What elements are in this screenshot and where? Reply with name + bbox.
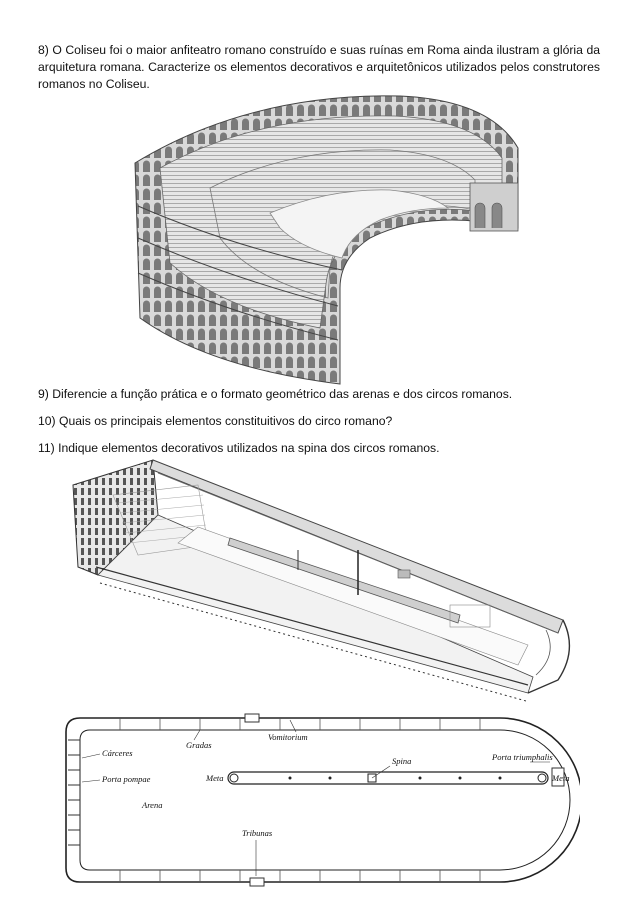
label-vomitorium: Vomitorium xyxy=(268,732,308,742)
label-carceres: Cárceres xyxy=(102,748,133,758)
label-porta-triumphalis: Porta triumphalis xyxy=(492,752,553,762)
label-meta-left: Meta xyxy=(206,773,224,783)
circus-perspective-illustration xyxy=(58,455,578,705)
label-tribunas: Tribunas xyxy=(242,828,273,838)
question-11: 11) Indique elementos decorativos utilizados na spina dos circos romanos. xyxy=(38,441,440,455)
question-8: 8) O Coliseu foi o maior anfiteatro romano construído e suas ruínas em Roma ainda ilustram a glória da arquitetura romana. Caracterize os elementos decorativos e arquitetônicos utilizados pelos construtores romanos no Coliseu. xyxy=(38,43,600,91)
label-porta-pompae: Porta pompae xyxy=(102,774,151,784)
label-arena: Arena xyxy=(142,800,163,810)
label-spina: Spina xyxy=(392,756,412,766)
label-gradas: Gradas xyxy=(186,740,212,750)
question-9: 9) Diferencie a função prática e o formato geométrico das arenas e dos circos romanos. xyxy=(38,387,513,401)
question-10: 10) Quais os principais elementos constituitivos do circo romano? xyxy=(38,414,393,428)
colosseum-illustration xyxy=(130,88,522,386)
label-meta-right: Meta xyxy=(552,773,570,783)
circus-plan-diagram xyxy=(60,710,580,890)
